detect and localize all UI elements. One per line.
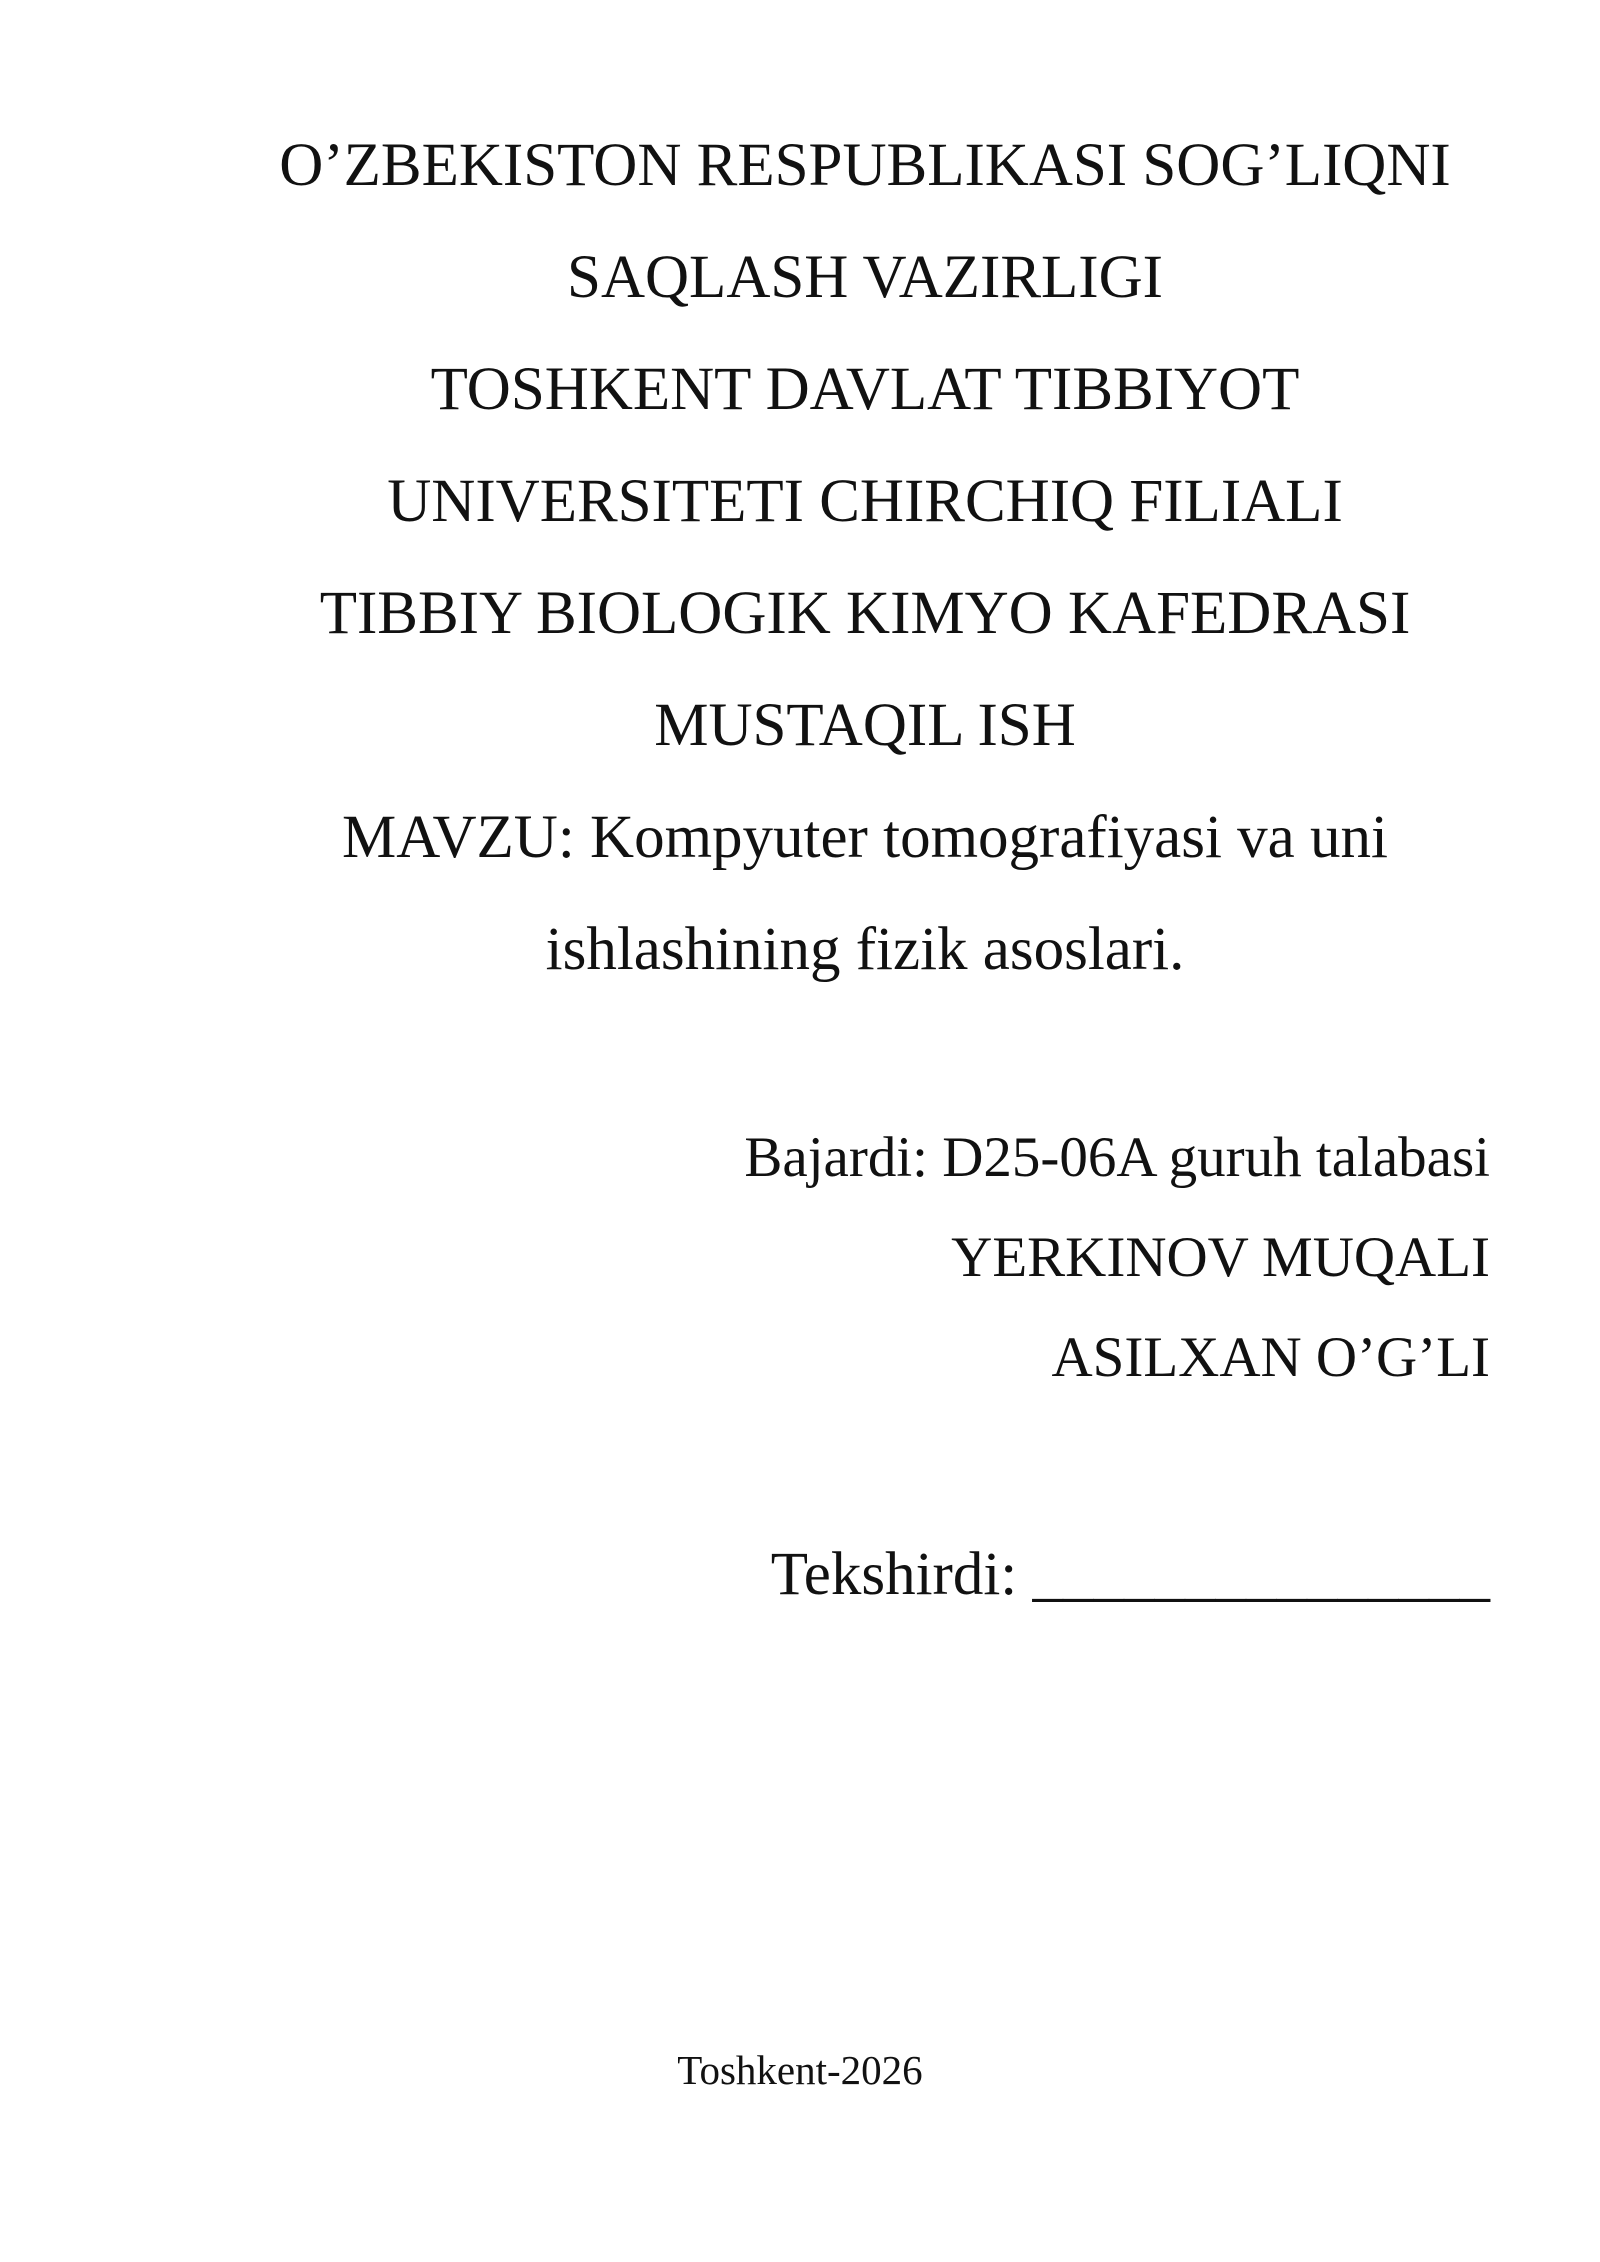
topic-line-1: MAVZU: Kompyuter tomografiyasi va uni <box>342 804 1388 871</box>
topic-line-2: ishlashining fizik asoslari. <box>545 916 1185 983</box>
author-block <box>744 1108 1490 1408</box>
university-line-2: UNIVERSITETI CHIRCHIQ FILIALI <box>387 468 1343 535</box>
title-block <box>200 110 1530 1006</box>
department-line: TIBBIY BIOLOGIK KIMYO KAFEDRASI <box>319 580 1411 647</box>
university-line-1: TOSHKENT DAVLAT TIBBIYOT <box>430 356 1300 423</box>
author-name-line-1: YERKINOV MUQALI <box>951 1226 1490 1289</box>
author-name-line-2: ASILXAN O’G’LI <box>1051 1326 1490 1389</box>
ministry-line-2: SAQLASH VAZIRLIGI <box>567 244 1163 311</box>
ministry-line-1: O’ZBEKISTON RESPUBLIKASI SOG’LIQNI <box>279 132 1451 199</box>
work-type-heading: MUSTAQIL ISH <box>654 692 1076 759</box>
author-group-line: Bajardi: D25-06A guruh talabasi <box>744 1126 1490 1189</box>
checker-line: Tekshirdi: _______________ <box>770 1541 1490 1608</box>
footer-place-year: Toshkent-2026 <box>677 2047 923 2093</box>
